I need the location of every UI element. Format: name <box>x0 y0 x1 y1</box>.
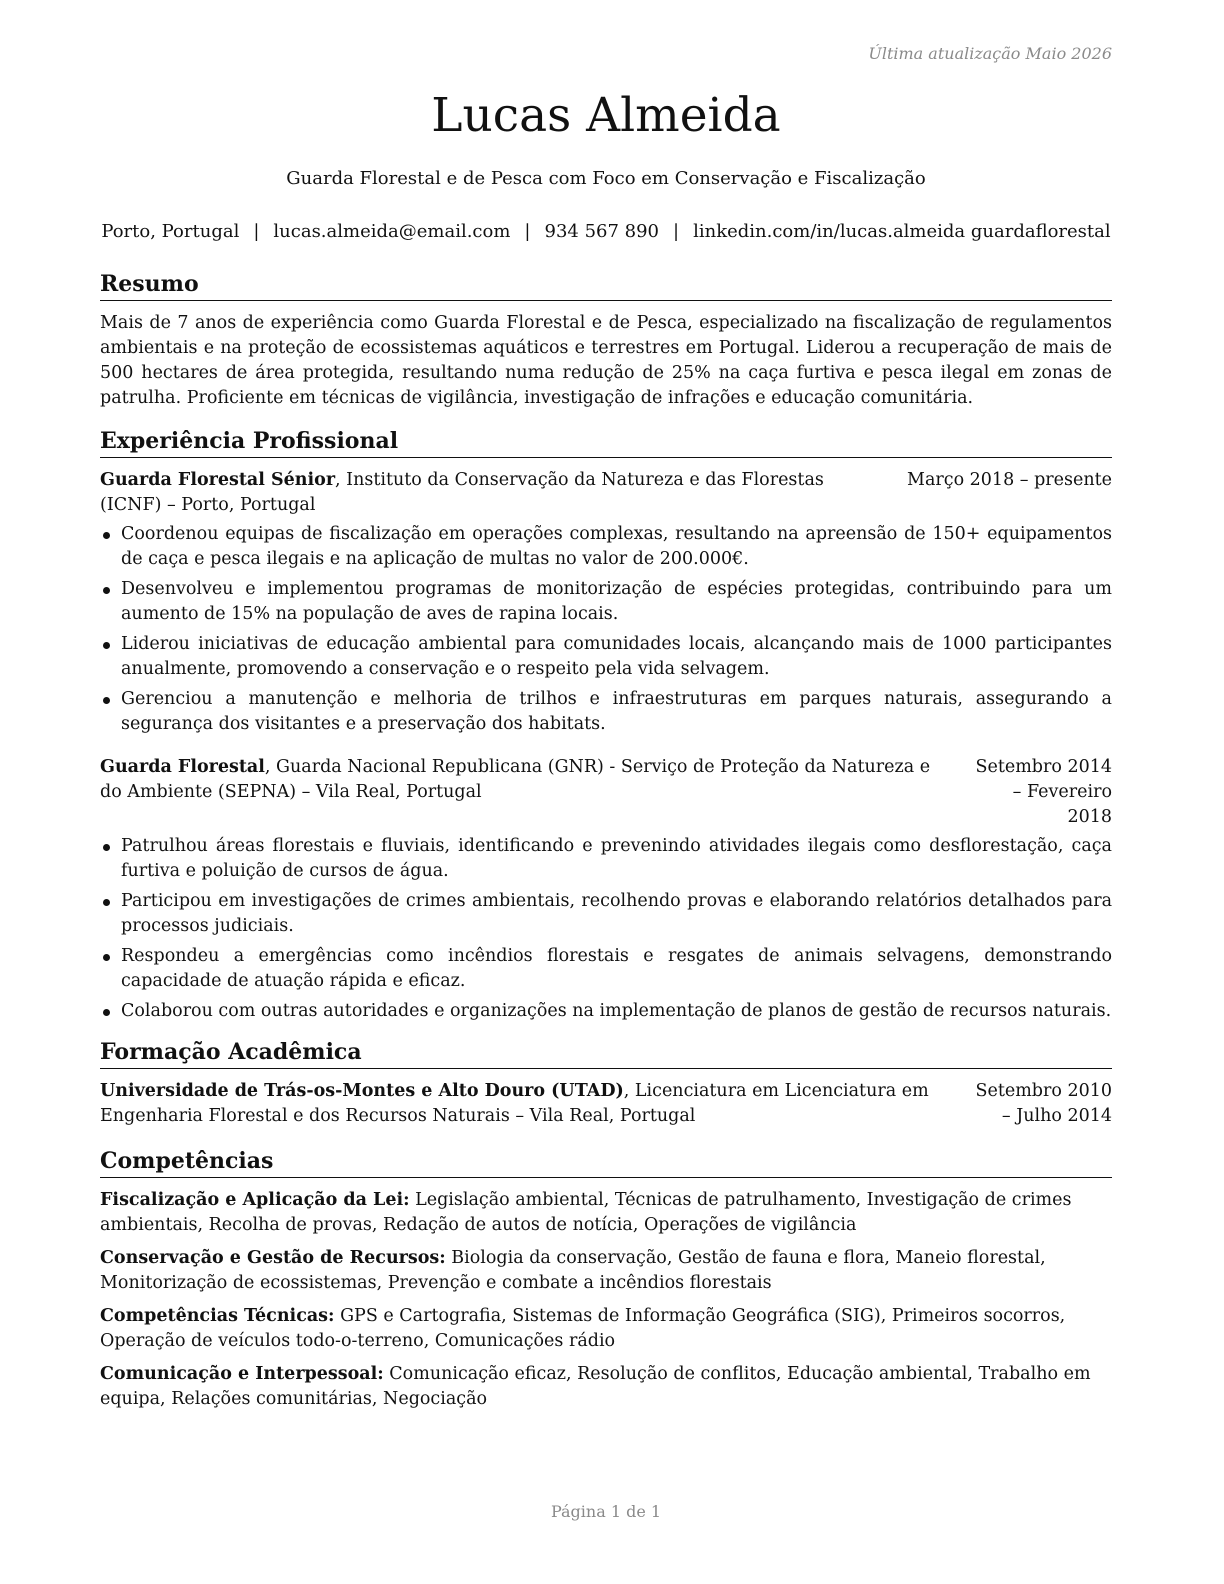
job-title-line <box>100 755 972 805</box>
job-bullet: Respondeu a emergências como incêndios florestais e resgates de animais selvagens, demonstrando capacidade de atuação rápida e eficaz. <box>100 944 1112 994</box>
education-institution: Universidade de Trás-os-Montes e Alto Douro (UTAD) <box>100 1081 624 1101</box>
job-header <box>100 468 1112 518</box>
job-bullet: Desenvolveu e implementou programas de monitorização de espécies protegidas, contribuindo para um aumento de 15% na população de aves de rapina locais. <box>100 577 1112 627</box>
education-entry <box>100 1079 1112 1129</box>
contact-line <box>80 218 1132 246</box>
job-bullet: Coordenou equipas de fiscalização em operações complexas, resultando na apreensão de 150+ equipamentos de caça e pesca ilegais e na aplicação de multas no valor de 200.000€. <box>100 522 1112 572</box>
contact-separator: | <box>253 221 260 242</box>
skill-group-label: Fiscalização e Aplicação da Lei: <box>100 1190 410 1210</box>
skills-section <box>100 1145 1112 1412</box>
education-dates: Setembro 2010 – Julho 2014 <box>975 1081 1112 1126</box>
job-entry <box>100 468 1112 737</box>
page-number: Página 1 de 1 <box>550 1502 662 1521</box>
skill-group-label: Comunicação e Interpessoal: <box>100 1364 384 1384</box>
skill-group <box>100 1304 1112 1354</box>
skill-group <box>100 1188 1112 1238</box>
job-dates: Março 2018 – presente <box>907 470 1112 490</box>
section-title-summary: Resumo <box>100 268 1112 301</box>
job-entry <box>100 755 1112 1024</box>
education-section <box>100 1036 1112 1129</box>
education-title-line <box>100 1079 972 1129</box>
summary-text: Mais de 7 anos de experiência como Guarda Florestal e de Pesca, especializado na fiscalização de regulamentos ambientais e na proteção de ecossistemas aquáticos e terrestres em Portugal. Liderou a recuperação de mais de 500 hectares de área protegida, resultando numa redução de 25% na caça furtiva e pesca ilegal em zonas de patrulha. Proficiente em técnicas de vigilância, investigação de infrações e educação comunitária. <box>100 313 1112 408</box>
skill-group-label: Competências Técnicas: <box>100 1306 335 1326</box>
resume-page <box>100 0 1112 1584</box>
skill-group-label: Conservação e Gestão de Recursos: <box>100 1248 446 1268</box>
contact-email-link[interactable]: lucas.almeida@email.com <box>273 221 511 242</box>
skill-group <box>100 1246 1112 1296</box>
skill-group-items: Comunicação eficaz, Resolução de conflitos, Educação ambiental, Trabalho em equipa, Relações comunitárias, Negociação <box>100 1364 1091 1409</box>
resume-body <box>100 268 1112 1424</box>
job-role: Guarda Florestal <box>100 757 265 777</box>
skill-group <box>100 1362 1112 1412</box>
contact-separator: | <box>673 221 680 242</box>
job-organization: , Instituto da Conservação da Natureza e das Florestas (ICNF) – Porto, Portugal <box>100 470 824 515</box>
last-updated: Última atualização Maio 2026 <box>868 44 1112 63</box>
section-title-education: Formação Acadêmica <box>100 1036 1112 1069</box>
contact-location: Porto, Portugal <box>101 221 240 242</box>
section-title-skills: Competências <box>100 1145 1112 1178</box>
job-bullets <box>100 522 1112 737</box>
contact-linkedin-link[interactable]: linkedin.com/in/lucas.almeida guardaflorestal <box>693 221 1111 242</box>
job-dates: Setembro 2014 – Fevereiro 2018 <box>975 757 1112 827</box>
job-header <box>100 755 1112 830</box>
job-role: Guarda Florestal Sénior <box>100 470 336 490</box>
section-title-experience: Experiência Profissional <box>100 425 1112 458</box>
job-bullet: Patrulhou áreas florestais e fluviais, identificando e prevenindo atividades ilegais como desflorestação, caça furtiva e poluição de cursos de água. <box>100 834 1112 884</box>
contact-separator: | <box>524 221 531 242</box>
job-organization: , Guarda Nacional Republicana (GNR) - Serviço de Proteção da Natureza e do Ambiente (SEPNA) – Vila Real, Portugal <box>100 757 931 802</box>
job-bullet: Participou em investigações de crimes ambientais, recolhendo provas e elaborando relatórios detalhados para processos judiciais. <box>100 889 1112 939</box>
job-title-line <box>100 468 907 518</box>
job-bullet: Liderou iniciativas de educação ambiental para comunidades locais, alcançando mais de 1000 participantes anualmente, promovendo a conservação e o respeito pela vida selvagem. <box>100 632 1112 682</box>
education-degree: , Licenciatura em Licenciatura em Engenharia Florestal e dos Recursos Naturais – Vila Real, Portugal <box>100 1081 929 1126</box>
experience-section <box>100 425 1112 1024</box>
job-bullet: Colaborou com outras autoridades e organizações na implementação de planos de gestão de recursos naturais. <box>100 999 1112 1024</box>
job-bullet: Gerenciou a manutenção e melhoria de trilhos e infraestruturas em parques naturais, assegurando a segurança dos visitantes e a preservação dos habitats. <box>100 687 1112 737</box>
skill-group-items: GPS e Cartografia, Sistemas de Informação Geográfica (SIG), Primeiros socorros, Operação de veículos todo-o-terreno, Comunicações rádio <box>100 1306 1066 1351</box>
summary-section <box>100 268 1112 411</box>
candidate-name: Lucas Almeida <box>431 88 781 143</box>
job-bullets <box>100 834 1112 1024</box>
skill-group-items: Legislação ambiental, Técnicas de patrulhamento, Investigação de crimes ambientais, Recolha de provas, Redação de autos de notícia, Operações de vigilância <box>100 1190 1072 1235</box>
contact-phone: 934 567 890 <box>544 221 660 242</box>
candidate-headline: Guarda Florestal e de Pesca com Foco em Conservação e Fiscalização <box>286 168 926 189</box>
skill-group-items: Biologia da conservação, Gestão de fauna e flora, Maneio florestal, Monitorização de ecossistemas, Prevenção e combate a incêndios florestais <box>100 1248 1046 1293</box>
